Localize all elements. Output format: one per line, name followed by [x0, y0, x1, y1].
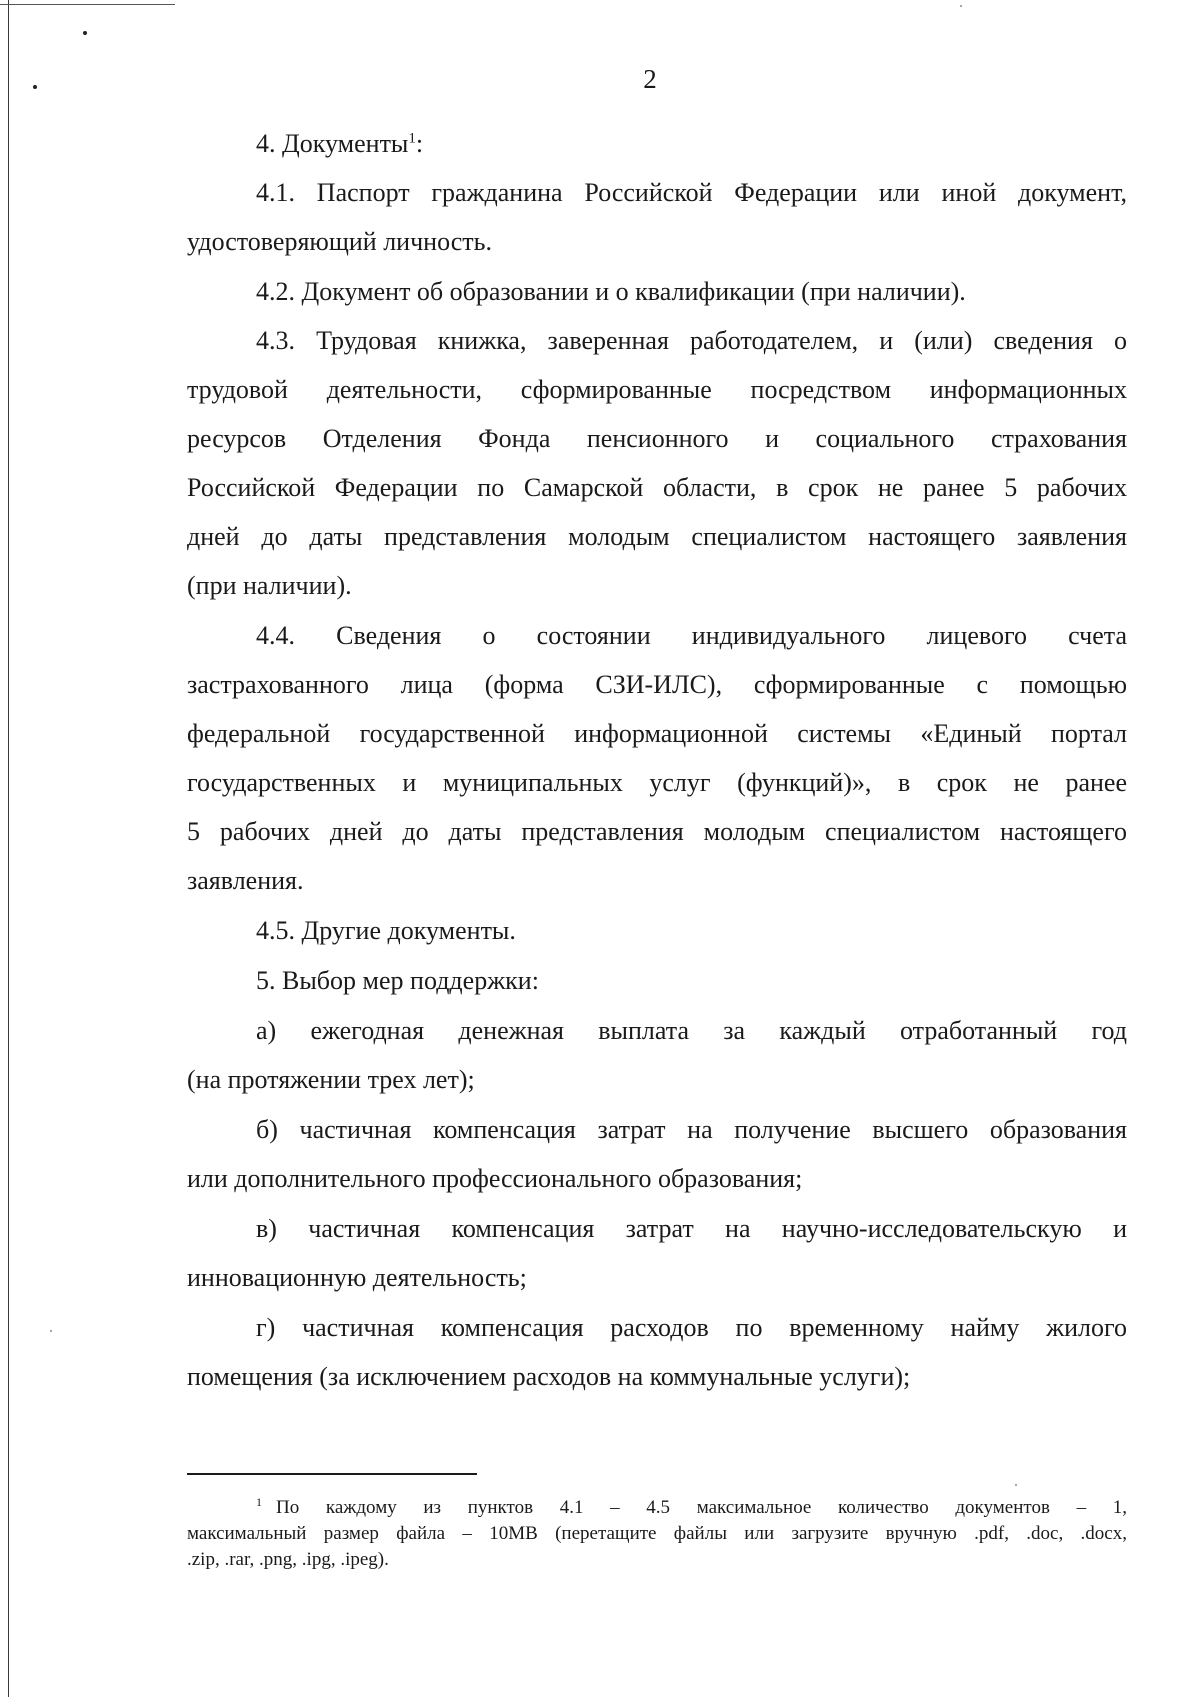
item-4-4-line: государственных и муниципальных услуг (функций)», в срок не ранее	[187, 768, 1127, 797]
item-4-3-line: дней до даты представления молодым специалистом настоящего заявления	[187, 522, 1127, 551]
option-a-line: а) ежегодная денежная выплата за каждый отработанный год	[256, 1016, 1127, 1045]
section-5-heading: 5. Выбор мер поддержки:	[256, 966, 539, 995]
item-4-1-line: удостоверяющий личность.	[187, 227, 492, 256]
item-4-2-line: 4.2. Документ об образовании и о квалификации (при наличии).	[256, 277, 966, 306]
item-4-4-line: застрахованного лица (форма СЗИ-ИЛС), сформированные с помощью	[187, 670, 1127, 699]
option-a-line: (на протяжении трех лет);	[187, 1065, 475, 1094]
section-4-heading-text: 4. Документы	[256, 129, 409, 158]
option-g-line: помещения (за исключением расходов на коммунальные услуги);	[187, 1362, 911, 1391]
page-number: 2	[643, 64, 657, 94]
scan-speck	[83, 31, 87, 35]
item-4-4-line: 5 рабочих дней до даты представления молодым специалистом настоящего	[187, 817, 1127, 846]
scan-dot	[960, 5, 962, 7]
item-4-3-line: (при наличии).	[187, 571, 352, 600]
scan-speck	[33, 85, 37, 89]
option-v-line: инновационную деятельность;	[187, 1263, 527, 1292]
item-4-1-line: 4.1. Паспорт гражданина Российской Федерации или иной документ,	[256, 178, 1127, 207]
footnote-text: По каждому из пунктов 4.1 – 4.5 максимальное количество документов – 1,	[276, 1497, 1127, 1518]
item-4-4-line: заявления.	[187, 866, 304, 895]
item-4-3-line: Российской Федерации по Самарской области, в срок не ранее 5 рабочих	[187, 473, 1127, 502]
item-4-4-line: 4.4. Сведения о состоянии индивидуального лицевого счета	[256, 621, 1127, 650]
section-4-heading-suffix: :	[415, 129, 424, 158]
option-b-line: б) частичная компенсация затрат на получение высшего образования	[256, 1115, 1127, 1144]
scan-edge-top	[0, 4, 175, 5]
footnote-line: .zip, .rar, .png, .ipg, .ipeg).	[187, 1549, 389, 1570]
option-b-line: или дополнительного профессионального образования;	[187, 1164, 803, 1193]
scan-edge-left	[8, 0, 9, 1697]
footnote-reference: 1	[408, 130, 416, 147]
option-g-line: г) частичная компенсация расходов по временному найму жилого	[256, 1313, 1127, 1342]
footnote-separator	[187, 1473, 477, 1475]
option-v-line: в) частичная компенсация затрат на научно-исследовательскую и	[256, 1214, 1127, 1243]
section-4-heading	[256, 128, 1127, 160]
scan-dot	[50, 1330, 52, 1332]
footnote-line	[256, 1496, 1127, 1520]
item-4-4-line: федеральной государственной информационной системы «Единый портал	[187, 719, 1127, 748]
item-4-3-line: ресурсов Отделения Фонда пенсионного и социального страхования	[187, 424, 1127, 453]
scan-dot	[1015, 1484, 1017, 1486]
footnote-line: максимальный размер файла – 10MB (перетащите файлы или загрузите вручную .pdf, .doc, .docx,	[187, 1523, 1127, 1544]
footnote-mark: 1	[256, 1494, 262, 1509]
item-4-5-line: 4.5. Другие документы.	[256, 916, 516, 945]
item-4-3-line: трудовой деятельности, сформированные посредством информационных	[187, 375, 1127, 404]
item-4-3-line: 4.3. Трудовая книжка, заверенная работодателем, и (или) сведения о	[256, 326, 1127, 355]
